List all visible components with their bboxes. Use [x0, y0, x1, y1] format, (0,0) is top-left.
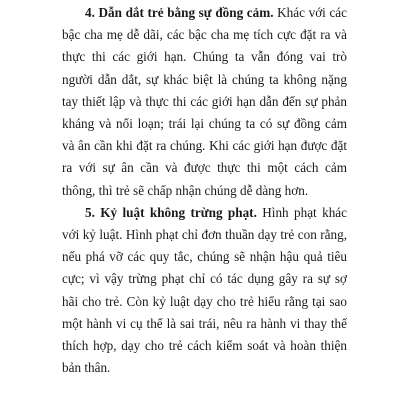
paragraph-5 — [62, 202, 347, 380]
text-block — [62, 2, 347, 379]
paragraph-5-body: Hình phạt khác với kỷ luật. Hình phạt chỉ đơn thuần dạy trẻ con rằng, nếu phá vỡ các quy tắc, chúng sẽ nhận hậu quả tiêu cực; vì vậy trừng phạt chỉ có tác dụng gây ra sự sợ hãi cho trẻ. Còn kỷ luật dạy cho trẻ hiểu rằng tại sao một hành vi cụ thể là sai trái, nêu ra hành vi thay thế thích hợp, dạy cho trẻ cách kiểm soát và hoàn thiện bản thân. — [62, 204, 347, 376]
paragraph-4-body: Khác với các bậc cha mẹ dễ dãi, các bậc cha mẹ tích cực đặt ra và thực thi các giới hạn. Chúng ta vẫn đóng vai trò người dẫn dắt, sự khác biệt là chúng ta không nặng tay thiết lập và thực thi các giới hạn dẫn đến sự phản kháng và nổi loạn; trái lại chúng ta có sự đồng cảm và ân cần khi đặt ra chúng. Khi các giới hạn được đặt ra với sự ân cần và được thực thi một cách cảm thông, thì trẻ sẽ chấp nhận chúng dễ dàng hơn. — [62, 5, 347, 198]
paragraph-5-heading: 5. Kỷ luật không trừng phạt. — [85, 204, 257, 220]
paragraph-4-heading: 4. Dẫn dắt trẻ bằng sự đồng cảm. — [85, 5, 274, 20]
paragraph-4 — [62, 2, 347, 202]
